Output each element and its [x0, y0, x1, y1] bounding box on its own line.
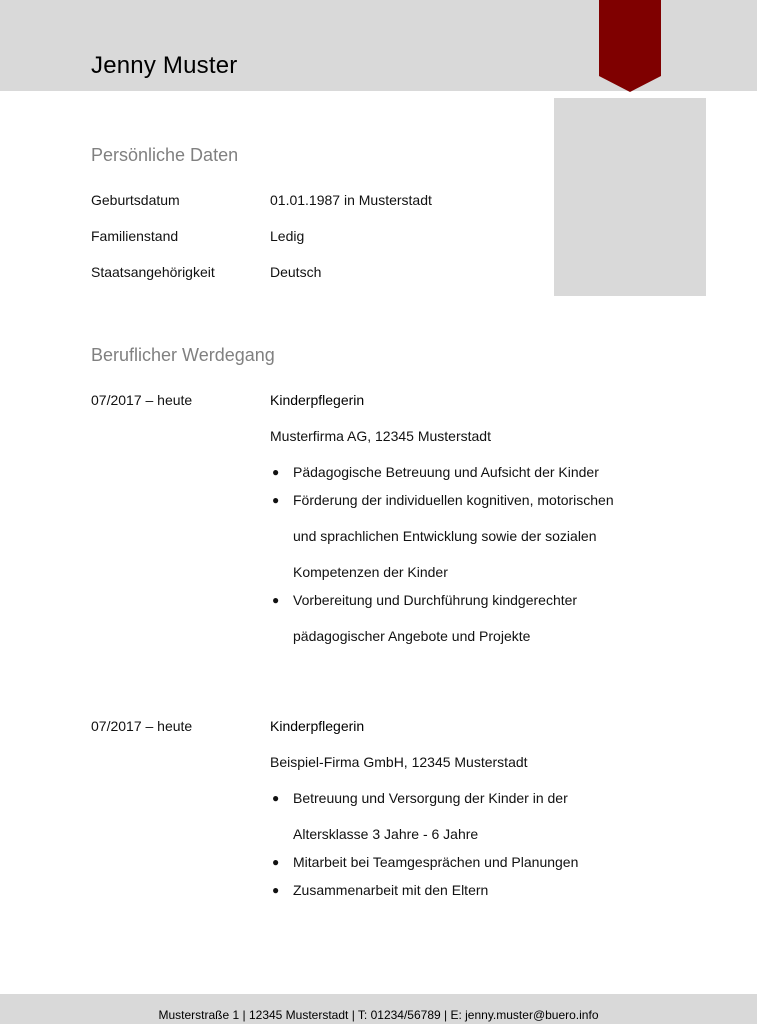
bullet-icon: ●	[272, 855, 280, 869]
job-entry	[270, 716, 660, 908]
job-company: Musterfirma AG, 12345 Musterstadt	[270, 428, 491, 444]
job-duties-list	[270, 454, 660, 654]
value-birthdate: 01.01.1987 in Musterstadt	[270, 192, 432, 208]
photo-placeholder	[554, 98, 706, 296]
bullet-icon: ●	[272, 465, 280, 479]
label-marital-status: Familienstand	[91, 228, 179, 244]
duty-line: und sprachlichen Entwicklung sowie der sozialen	[293, 528, 597, 544]
bookmark-ribbon-icon	[599, 0, 661, 92]
duty-line: Förderung der individuellen kognitiven, motorischen	[293, 492, 614, 508]
label-nationality: Staatsangehörigkeit	[91, 264, 215, 280]
bullet-icon: ●	[272, 883, 280, 897]
duty-line: Betreuung und Versorgung der Kinder in der	[293, 790, 568, 806]
duty-line: Zusammenarbeit mit den Eltern	[293, 882, 489, 898]
duty-line: Vorbereitung und Durchführung kindgerechter	[293, 592, 578, 608]
duty-item	[270, 780, 660, 852]
ribbon-shape	[599, 0, 661, 92]
duty-line: Pädagogische Betreuung und Aufsicht der Kinder	[293, 464, 599, 480]
bullet-icon: ●	[272, 791, 280, 805]
job-period: 07/2017 – heute	[91, 392, 193, 408]
job-entry	[270, 390, 660, 654]
bullet-icon: ●	[272, 493, 280, 507]
duty-item	[270, 582, 660, 654]
applicant-name: Jenny Muster	[91, 52, 238, 79]
duty-item	[270, 872, 660, 908]
bullet-icon: ●	[272, 593, 280, 607]
duty-line: pädagogischer Angebote und Projekte	[293, 628, 531, 644]
duty-line: Mitarbeit bei Teamgesprächen und Planungen	[293, 854, 579, 870]
section-title-personal: Persönliche Daten	[91, 145, 239, 165]
section-title-career: Beruflicher Werdegang	[91, 345, 275, 365]
duty-item	[270, 482, 660, 590]
job-company: Beispiel-Firma GmbH, 12345 Musterstadt	[270, 754, 528, 770]
job-position: Kinderpflegerin	[270, 392, 365, 408]
duty-line: Kompetenzen der Kinder	[293, 564, 448, 580]
duty-line: Altersklasse 3 Jahre - 6 Jahre	[293, 826, 479, 842]
job-period: 07/2017 – heute	[91, 718, 193, 734]
value-marital-status: Ledig	[270, 228, 305, 244]
label-birthdate: Geburtsdatum	[91, 192, 180, 208]
footer-contact: Musterstraße 1 | 12345 Musterstadt | T: 01234/56789 | E: jenny.muster@buero.info	[158, 1008, 599, 1022]
value-nationality: Deutsch	[270, 264, 322, 280]
job-duties-list	[270, 780, 660, 908]
job-position: Kinderpflegerin	[270, 718, 365, 734]
